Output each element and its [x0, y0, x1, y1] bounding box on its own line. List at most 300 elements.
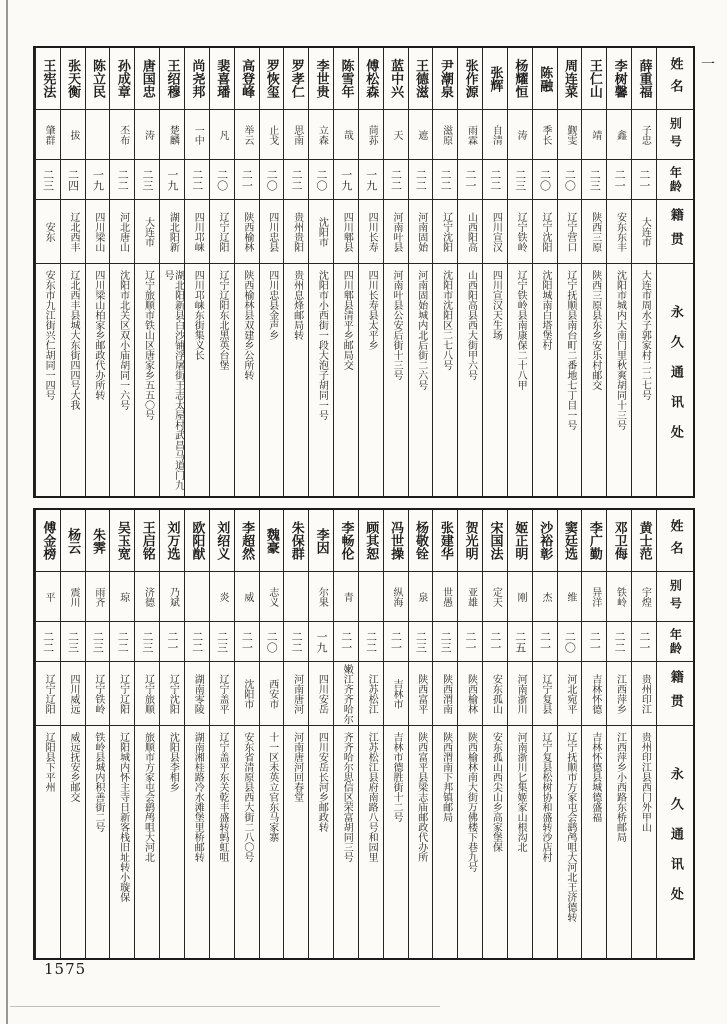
directory-table-bottom [33, 508, 695, 960]
entry-address-text: 湖北阳新县白沙铺浮屠街王志太屋村武昌马道门九号 [162, 270, 184, 490]
entry-age-text: 二三 [439, 630, 453, 653]
entry-name-text: 杨云 [65, 527, 81, 554]
entry-alias-text: 止戈 [266, 124, 278, 145]
entry-native-text: 沈阳市 [241, 678, 253, 709]
entry-age [135, 622, 159, 662]
directory-table-top [33, 46, 695, 498]
entry-age-text: 一九 [339, 168, 353, 191]
entry-name [433, 48, 457, 110]
entry-age [36, 160, 60, 200]
entry-alias-text: 拔 [67, 129, 79, 140]
entry-native [384, 662, 408, 726]
entry-native [135, 662, 159, 726]
header-name-text: 姓名 [667, 518, 683, 563]
entry-address [160, 726, 184, 958]
person-entry-column [606, 48, 631, 496]
entry-address [160, 264, 184, 496]
entry-age-text: 二三 [414, 630, 428, 653]
person-entry-column [333, 48, 358, 496]
entry-name-text: 杨耀恒 [512, 59, 528, 98]
entry-name [110, 48, 134, 110]
entry-name-text: 孙成章 [114, 59, 130, 98]
entry-alias [210, 572, 234, 622]
entry-alias-text: 杰 [540, 591, 551, 602]
entry-alias-text: 涛 [142, 129, 154, 140]
entry-native [508, 662, 532, 726]
entry-name [135, 510, 159, 572]
entry-native-text: 四川安岳 [316, 673, 328, 714]
entry-alias [135, 572, 159, 622]
entry-alias [483, 572, 507, 622]
entry-native-text: 陕西榆林 [241, 211, 253, 252]
entry-alias-text: 靖 [589, 129, 601, 140]
entry-native [61, 662, 85, 726]
entry-native-text: 辽宁沈阳 [540, 211, 551, 252]
entry-name [210, 510, 234, 572]
entry-address [458, 264, 482, 496]
entry-address-text: 陕西富平县梁志庙邮政代办所 [415, 732, 427, 862]
entry-address-text: 沈阳城南白塔堡村 [540, 270, 551, 350]
entry-native [86, 200, 110, 264]
entry-native-text: 安东孤山 [490, 673, 502, 714]
entry-age [359, 622, 383, 662]
entry-native-text: 河南叶县 [390, 211, 402, 252]
entry-address [508, 726, 532, 958]
entry-age-text: 二三 [66, 630, 80, 653]
entry-native-text: 沈阳市 [316, 216, 328, 247]
entry-native [409, 662, 433, 726]
entry-address [260, 264, 284, 496]
entry-native-text: 辽宁旅顺 [142, 673, 154, 714]
entry-age-text: 二二 [290, 630, 304, 653]
person-entry-column [432, 510, 457, 958]
entry-age [508, 160, 532, 200]
entry-address [36, 726, 60, 958]
entry-name [86, 48, 110, 110]
entry-name [359, 510, 383, 572]
person-entry-column [209, 48, 234, 496]
entry-address-text: 沈阳市小西街一段大泡子胡同一号 [316, 270, 328, 420]
entry-age-text: 二二 [290, 168, 304, 191]
header-name [657, 48, 693, 110]
entry-age-text: 二〇 [265, 168, 279, 191]
entry-name-text: 李因 [313, 527, 329, 554]
page-number: 1575 [44, 960, 87, 978]
entry-alias [160, 110, 184, 160]
entry-alias-text: 季长 [540, 124, 551, 145]
person-entry-column [606, 510, 631, 958]
entry-age [433, 160, 457, 200]
entry-name [334, 48, 358, 110]
entry-address-text: 贵州印江县西门外甲山 [639, 732, 651, 832]
entry-age-text: 二二 [613, 630, 627, 653]
entry-alias [409, 572, 433, 622]
entry-name [632, 48, 656, 110]
entry-address-text: 沈阳市北关区双小庙胡同一六号 [117, 270, 129, 410]
entry-address-text: 山西阳高县西大街甲六号 [465, 270, 477, 380]
entry-age-text: 二一 [588, 630, 602, 653]
entry-native-text: 陕西富平 [415, 673, 427, 714]
entry-alias-text: 宇煌 [639, 586, 651, 607]
entry-age [409, 622, 433, 662]
person-entry-column [457, 48, 482, 496]
entry-alias [36, 110, 60, 160]
person-entry-column [308, 48, 333, 496]
entry-address [86, 264, 110, 496]
entry-alias [235, 110, 259, 160]
entry-alias-text: 觐雯 [564, 124, 576, 145]
entry-native [334, 662, 358, 726]
entry-alias [86, 572, 110, 622]
person-entry-column [482, 48, 507, 496]
entry-name [235, 48, 259, 110]
entry-address-text: 贵州息烽邮局转 [291, 270, 303, 340]
entry-alias-text: 楚麟 [167, 124, 179, 145]
entry-age [235, 160, 259, 200]
entry-age [110, 622, 134, 662]
person-entry-column [35, 48, 60, 496]
entry-native [533, 200, 557, 264]
entry-age-text: 二二 [116, 630, 130, 653]
entry-age [334, 622, 358, 662]
entry-address [185, 726, 209, 958]
entry-name-text: 顾其恕 [363, 521, 379, 560]
entry-name [508, 48, 532, 110]
entry-native [558, 662, 582, 726]
entry-native [582, 200, 606, 264]
person-entry-column [532, 48, 557, 496]
entry-native [483, 200, 507, 264]
entry-address-text: 旅顺市方家屯会鹞鸬咀大河北 [142, 732, 154, 862]
entry-age-text: 二二 [190, 630, 204, 653]
entry-address [309, 264, 333, 496]
person-entry-column [209, 510, 234, 958]
entry-age [61, 622, 85, 662]
entry-native-text: 辽宁盖平 [217, 673, 229, 714]
entry-name-text: 邓卫侮 [611, 521, 627, 560]
entry-name [160, 48, 184, 110]
entry-native-text: 辽宁铁岭 [92, 673, 104, 714]
entry-alias-text: 炎 [217, 591, 229, 602]
person-entry-column [259, 510, 284, 958]
entry-address [458, 726, 482, 958]
entry-name-text: 薛重福 [636, 59, 652, 98]
entry-native-text: 江西萍乡 [614, 673, 626, 714]
entry-age [607, 622, 631, 662]
entry-native [632, 662, 656, 726]
entry-age [185, 622, 209, 662]
entry-address-text: 陕西渭南下邦镇邮局 [440, 732, 452, 822]
entry-age [135, 160, 159, 200]
entry-native-text: 大连市 [142, 216, 154, 247]
entry-address [508, 264, 532, 496]
entry-native-text: 四川忠县 [266, 211, 278, 252]
person-entry-column [109, 48, 134, 496]
entry-age [433, 622, 457, 662]
entry-address [582, 264, 606, 496]
entry-name-text: 欧阳猷 [189, 521, 205, 560]
header-alias-text: 别号 [668, 578, 683, 615]
entry-alias-text: 定天 [490, 586, 502, 607]
person-entry-column [60, 48, 85, 496]
entry-name-text: 朱霁 [90, 527, 106, 554]
entry-address [359, 264, 383, 496]
entry-name [558, 510, 582, 572]
entry-address-text: 河南浙川匕集姬家山根沟北 [515, 732, 527, 852]
entry-address [582, 726, 606, 958]
entry-age [607, 160, 631, 200]
entry-address [235, 264, 259, 496]
entry-address [260, 726, 284, 958]
entry-native-text: 辽宁沈阳 [440, 211, 452, 252]
person-entry-column [383, 510, 408, 958]
entry-address [135, 264, 159, 496]
entry-age-text: 二一 [240, 630, 254, 653]
entry-age-text: 二三 [91, 630, 105, 653]
entry-name [284, 48, 308, 110]
entry-age-text: 二一 [339, 630, 353, 653]
header-native-text: 籍贯 [667, 207, 683, 256]
entry-age [160, 622, 184, 662]
entry-name [384, 48, 408, 110]
entry-native [160, 662, 184, 726]
entry-age-text: 二一 [165, 630, 179, 653]
entry-native-text: 嫩江齐齐哈尔 [341, 663, 353, 724]
entry-name-text: 唐国忠 [139, 59, 155, 98]
header-native-text: 籍贯 [667, 669, 683, 718]
entry-native-text: 大连市 [639, 216, 651, 247]
entry-address-text: 河南叶县公安后街十三号 [390, 270, 402, 380]
entry-age [582, 622, 606, 662]
entry-alias [508, 110, 532, 160]
entry-name [558, 48, 582, 110]
entry-native-text: 辽宁辽阳 [117, 673, 129, 714]
entry-native [61, 200, 85, 264]
entry-alias [135, 110, 159, 160]
entry-address [135, 726, 159, 958]
entry-age [284, 622, 308, 662]
entry-native-text: 四川郫县 [341, 211, 353, 252]
entry-age-text: 二一 [240, 168, 254, 191]
entry-address [533, 726, 557, 958]
entry-native-text: 辽宁辽阳 [43, 673, 55, 714]
entry-native [260, 662, 284, 726]
entry-native-text: 安东 [43, 221, 55, 242]
entry-address [309, 726, 333, 958]
entry-age-text: 一九 [165, 168, 179, 191]
entry-name [260, 510, 284, 572]
entry-native-text: 安东东丰 [614, 211, 626, 252]
entry-name [458, 510, 482, 572]
person-entry-column [283, 48, 308, 496]
entry-name [61, 48, 85, 110]
entry-alias-text: 涛 [515, 129, 527, 140]
entry-alias [533, 572, 557, 622]
entry-name-text: 陈雪年 [338, 59, 354, 98]
entry-name [36, 48, 60, 110]
entry-name [210, 48, 234, 110]
entry-alias [185, 110, 209, 160]
entry-address-text: 威远抚安乡邮交 [67, 732, 79, 802]
entry-address-text: 辽北西丰县城大东街四四号大我 [67, 270, 79, 410]
header-name-text: 姓名 [667, 56, 683, 101]
entry-alias-text: 哉 [341, 129, 353, 140]
entry-alias [458, 572, 482, 622]
entry-native [607, 662, 631, 726]
entry-address-text: 安东市九江街兴仁胡同一四号 [43, 270, 55, 400]
entry-age-text: 二二 [389, 168, 403, 191]
entry-age-text: 二二 [364, 630, 378, 653]
entry-age [384, 160, 408, 200]
entry-alias [533, 110, 557, 160]
entry-name [309, 510, 333, 572]
entry-age-text: 一九 [91, 168, 105, 191]
entry-name-text: 冯世操 [388, 521, 404, 560]
entry-alias [284, 572, 308, 622]
entry-name-text: 裴喜璠 [214, 59, 230, 98]
entry-name [185, 510, 209, 572]
entry-alias [260, 572, 284, 622]
person-entry-column [532, 510, 557, 958]
entry-native-text: 四川威远 [67, 673, 79, 714]
entry-age-text: 二二 [414, 168, 428, 191]
entry-address [409, 726, 433, 958]
entry-native [558, 200, 582, 264]
header-name [657, 510, 693, 572]
entry-age [558, 622, 582, 662]
entry-alias [185, 572, 209, 622]
entry-address-text: 四川郫县清平乡邮局交 [341, 270, 353, 370]
entry-address-text: 江苏松江县府南路八号和园里 [366, 732, 378, 862]
entry-alias [508, 572, 532, 622]
person-entry-column [333, 510, 358, 958]
entry-alias-text: 尔果 [316, 586, 328, 607]
entry-address-text: 沈阳县李相乡 [167, 732, 179, 792]
entry-native [135, 200, 159, 264]
person-entry-column [35, 510, 60, 958]
entry-name-text: 陈立民 [90, 59, 106, 98]
entry-address-text: 四川长寿县太平乡 [366, 270, 378, 350]
entry-native [582, 662, 606, 726]
entry-native [160, 200, 184, 264]
entry-age [110, 160, 134, 200]
entry-address-text: 铁岭县城内积善街二号 [92, 732, 104, 832]
entry-age [483, 160, 507, 200]
entry-name [582, 48, 606, 110]
entry-address-text: 四川忠县金声乡 [266, 270, 278, 340]
entry-alias [210, 110, 234, 160]
entry-alias [110, 110, 134, 160]
entry-alias [433, 572, 457, 622]
person-entry-column [457, 510, 482, 958]
entry-name-text: 周连菜 [562, 59, 578, 98]
entry-age-text: 二一 [538, 630, 552, 653]
entry-native [483, 662, 507, 726]
entry-address [284, 726, 308, 958]
entry-age [86, 160, 110, 200]
entry-age-text: 二二 [439, 168, 453, 191]
entry-name [61, 510, 85, 572]
entry-name-text: 窦廷选 [562, 521, 578, 560]
entry-alias [359, 110, 383, 160]
entry-native [36, 200, 60, 264]
person-entry-column [482, 510, 507, 958]
entry-native [409, 200, 433, 264]
entry-name-text: 陈融 [537, 65, 553, 92]
entry-alias-text: 纵海 [390, 586, 402, 607]
entry-age-text: 二〇 [563, 630, 577, 653]
entry-address [483, 726, 507, 958]
entry-address-text: 十一区未英立官东马家寨 [266, 732, 278, 842]
entry-alias-text: 凡 [217, 129, 229, 140]
entry-age [582, 160, 606, 200]
person-entry-column [308, 510, 333, 958]
entry-native-text: 陕西渭南 [440, 673, 452, 714]
entry-address [433, 264, 457, 496]
entry-alias [607, 110, 631, 160]
entry-address [110, 726, 134, 958]
entry-native [110, 200, 134, 264]
entry-native-text: 湖北阳新 [167, 211, 179, 252]
entry-name-text: 尚尧邦 [189, 59, 205, 98]
person-entry-column [134, 510, 159, 958]
entry-address-text: 辽宁盖平东关乾丰盛转蚂虹咀 [217, 732, 229, 862]
entry-alias-text: 震川 [67, 586, 79, 607]
entry-native-text: 辽宁辽阳 [217, 211, 229, 252]
entry-native-text: 辽宁沈阳 [167, 673, 179, 714]
entry-name [533, 510, 557, 572]
entry-address-text: 辽阳城内怀主寺日新客栈旧址转小璇保 [117, 732, 129, 902]
entry-address [558, 264, 582, 496]
entry-alias-text: 铁岭 [614, 586, 626, 607]
person-entry-column [631, 48, 656, 496]
entry-address-text: 辽宁抚顺市方家屯会鹞鸬咀大河北王济德转 [564, 732, 576, 922]
header-address [657, 726, 693, 958]
entry-native [458, 200, 482, 264]
entry-alias [558, 110, 582, 160]
entry-age-text: 二三 [513, 168, 527, 191]
person-entry-column [581, 510, 606, 958]
entry-age-text: 二〇 [215, 168, 229, 191]
entry-address-text: 辽宁抚顺县南台町二番地七丁目一号 [564, 270, 576, 430]
entry-name [160, 510, 184, 572]
entry-native [185, 200, 209, 264]
entry-alias-text: 志义 [266, 586, 278, 607]
entry-native [210, 662, 234, 726]
entry-name-text: 张作源 [462, 59, 478, 98]
entry-address [558, 726, 582, 958]
entry-age [309, 622, 333, 662]
entry-alias-text: 鑫 [614, 129, 626, 140]
entry-age-text: 二一 [613, 168, 627, 191]
entry-address [632, 726, 656, 958]
entry-name [433, 510, 457, 572]
entry-alias-text: 子忠 [639, 124, 651, 145]
entry-address-text: 四川宣汉天生场 [490, 270, 502, 340]
entry-name-text: 傅金榜 [40, 521, 56, 560]
entry-native [508, 200, 532, 264]
entry-native [309, 200, 333, 264]
entry-name-text: 李世贵 [313, 59, 329, 98]
entry-alias-text: 乃斌 [167, 586, 179, 607]
entry-alias [235, 572, 259, 622]
entry-name [384, 510, 408, 572]
entry-age [533, 622, 557, 662]
entry-name [235, 510, 259, 572]
entry-native-text: 吉林怀德 [589, 673, 601, 714]
entry-address-text: 陕西榆林南大街万佛楼下巷九号 [465, 732, 477, 872]
person-entry-column [159, 48, 184, 496]
